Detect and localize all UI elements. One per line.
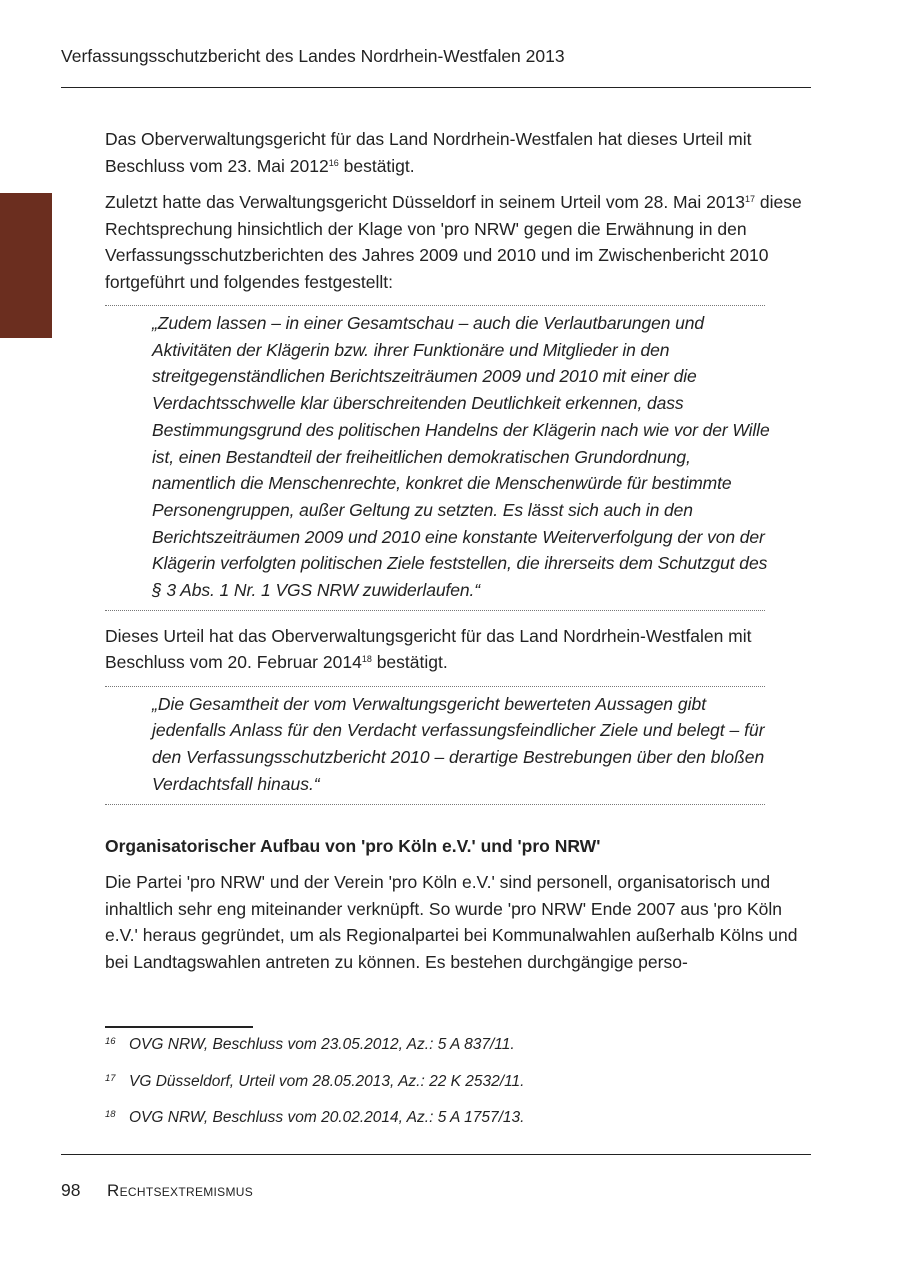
footnotes (105, 1036, 524, 1146)
page-header-title: Verfassungsschutzbericht des Landes Nordrhein-Westfalen 2013 (61, 46, 565, 66)
section-name: Rechtsextremismus (107, 1181, 254, 1200)
footnote-item: 18 OVG NRW, Beschluss vom 20.02.2014, Az.: 5 A 1757/13. (105, 1109, 525, 1126)
footnote-item: 17 VG Düsseldorf, Urteil vom 28.05.2013, Az.: 22 K 2532/11. (105, 1072, 525, 1090)
paragraph-vg-duesseldorf: Zuletzt hatte das Verwaltungsgericht Düsseldorf in seinem Urteil vom 28. Mai 2013$^{17}$ diese Rechtsprechung hinsichtlich der Klage von 'pro NRW' gegen die Erwähnung in den Verfassungsschutzberichten des Jahres 2009 und 2010 und im Zwischenbericht 2010 fortgeführt und folgendes festgestellt: (105, 192, 802, 292)
paragraph-ovg-confirmation: Das Oberverwaltungsgericht für das Land Nordrhein-Westfalen hat dieses Urteil mit Beschluss vom 23. Mai 2012$^{16}$ bestätigt. (105, 129, 752, 176)
footnote-divider (105, 1026, 253, 1028)
court-quote-text: „Zudem lassen – in einer Gesamtschau – auch die Verlautbarungen und Aktivitäten der Klägerin bzw. ihrer Funktionäre und Mitglieder in den streitgegenständlichen Berichtszeiträumen 2009 und 2010 mit einer die Verdachtsschwelle klar überschreitenden Deutlichkeit erkennen, dass Bestimmungsgrund des politischen Handelns der Klägerin nach wie vor der Wille ist, einen Bestandteil der freiheitlichen demokratischen Grundordnung, namentlich die Menschenrechte, konkret die Menschenwürde für bestimmte Personengruppen, außer Geltung zu setzten. Es lässt sich auch in den Berichtszeiträumen 2009 und 2010 eine konstante Weiterverfolgung der von der Klägerin verfolgten politischen Ziele feststellen, die ihrerseits dem Schutzgut des § 3 Abs. 1 Nr. 1 VGS NRW zuwiderlaufen.“ (152, 313, 770, 601)
footnote-ref-17[interactable]: 17 (745, 194, 756, 204)
header-divider (61, 87, 811, 88)
main-content (105, 126, 815, 985)
section-heading: Organisatorischer Aufbau von 'pro Köln e.V.' und 'pro NRW' (105, 835, 601, 856)
ovg-quote-block (105, 686, 765, 805)
ovg-quote-text: „Die Gesamtheit der vom Verwaltungsgericht bewerteten Aussagen gibt jedenfalls Anlass für den Verdacht verfassungsfeindlicher Ziele und belegt – für den Verfassungsschutzbericht 2010 – derartige Bestrebungen über den bloßen Verdachtsfall hinaus.“ (152, 693, 765, 794)
court-quote-block (105, 305, 770, 611)
paragraph-organisation: Die Partei 'pro NRW' und der Verein 'pro Köln e.V.' sind personell, organisatorisch und inhaltlich sehr eng miteinander verknüpft. So wurde 'pro NRW' Ende 2007 aus 'pro Köln e.V.' heraus gegründet, um als Regionalpartei bei Kommunalwahlen außerhalb Kölns und bei Landtagswahlen antreten zu können. Es bestehen durchgängige perso- (105, 872, 798, 972)
footer-divider (61, 1154, 811, 1155)
paragraph-ovg-2014: Dieses Urteil hat das Oberverwaltungsgericht für das Land Nordrhein-Westfalen mit Beschluss vom 20. Februar 2014$^{18}$ bestätigt. (105, 625, 752, 673)
chapter-side-tab (0, 193, 52, 338)
footnote-ref-18[interactable]: 18 (361, 654, 372, 665)
footnote-item: 16 OVG NRW, Beschluss vom 23.05.2012, Az.: 5 A 837/11. (105, 1036, 515, 1053)
page-number: 98 (61, 1180, 81, 1200)
footnote-ref-16[interactable]: 16 (328, 157, 339, 168)
